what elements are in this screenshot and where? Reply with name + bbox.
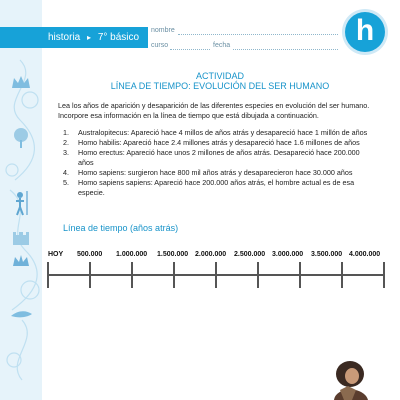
timeline-tick — [299, 262, 301, 288]
timeline-tick — [215, 262, 217, 288]
timeline-label: 3.500.000 — [311, 251, 343, 258]
activity-label: ACTIVIDAD — [195, 71, 244, 81]
crown-icon — [8, 248, 34, 274]
subject-breadcrumb — [48, 31, 139, 44]
grade-label: 7° básico — [97, 32, 140, 43]
activity-title: LÍNEA DE TIEMPO: EVOLUCIÓN DEL SER HUMANO — [110, 81, 330, 91]
timeline-tick — [383, 262, 385, 288]
date-label: fecha — [213, 42, 231, 49]
timeline-tick — [257, 262, 259, 288]
instructions-paragraph: Lea los años de aparición y desaparición de las diferentes especies en evolución del ser humano. Incorpore esa información en la línea de tiempo que está dibujada a continuación. — [58, 101, 370, 120]
list-item — [58, 138, 376, 148]
list-text: Homo sapiens sapiens: Apareció hace 200.000 años atrás, el hombre actual es de esa especie. — [78, 178, 355, 197]
course-field[interactable] — [170, 49, 210, 50]
timeline-tick — [131, 262, 133, 288]
list-number: 4. — [63, 168, 69, 177]
timeline-label: 1.000.000 — [116, 251, 148, 258]
list-item — [58, 168, 376, 178]
timeline-label: 1.500.000 — [157, 251, 189, 258]
timeline-tick — [89, 262, 91, 288]
brand-logo — [345, 12, 385, 52]
species-list — [58, 128, 376, 198]
name-label: nombre — [151, 27, 175, 34]
date-field[interactable] — [233, 49, 338, 50]
timeline-heading: Línea de tiempo (años atrás) — [63, 223, 179, 233]
timeline-label: HOY — [48, 251, 64, 258]
timeline-label: 3.000.000 — [272, 251, 304, 258]
caveman-illustration — [326, 356, 374, 400]
timeline-label: 2.500.000 — [234, 251, 266, 258]
crown-icon — [8, 70, 34, 96]
list-text: Homo erectus: Apareció hace unos 2 millones de años atrás. Desapareció hace 200.000 años — [78, 148, 360, 167]
course-label: curso — [151, 42, 169, 49]
timeline-label: 500.000 — [77, 251, 103, 258]
list-number: 5. — [63, 178, 69, 187]
timeline-tick — [173, 262, 175, 288]
decorative-sidebar — [0, 0, 42, 400]
list-item — [58, 178, 376, 198]
name-field[interactable] — [178, 34, 338, 35]
logo-letter: h — [355, 14, 375, 47]
timeline-tick — [341, 262, 343, 288]
spear-figure-icon — [8, 190, 34, 216]
list-text: Homo sapiens: surgieron hace 800 mil años atrás y desaparecieron hace 30.000 años — [78, 168, 353, 177]
timeline-label: 2.000.000 — [195, 251, 227, 258]
list-text: Australopitecus: Apareció hace 4 millos de años atrás y desapareció hace 1 millón de años — [78, 128, 368, 137]
feather-icon — [8, 302, 34, 328]
list-item — [58, 148, 376, 168]
list-number: 1. — [63, 128, 69, 137]
timeline-label: 4.000.000 — [349, 251, 381, 258]
subject-label: historia — [48, 32, 81, 43]
castle-icon — [8, 222, 34, 248]
list-text: Homo habilis: Apareció hace 2.4 millones atrás y desapareció hace 1.6 millones de años — [78, 138, 360, 147]
tree-icon — [8, 125, 34, 151]
list-item — [58, 128, 376, 138]
list-number: 3. — [63, 148, 69, 157]
chevron-right-icon: ▸ — [87, 33, 92, 42]
timeline-tick — [47, 262, 49, 288]
timeline — [47, 262, 385, 288]
list-number: 2. — [63, 138, 69, 147]
